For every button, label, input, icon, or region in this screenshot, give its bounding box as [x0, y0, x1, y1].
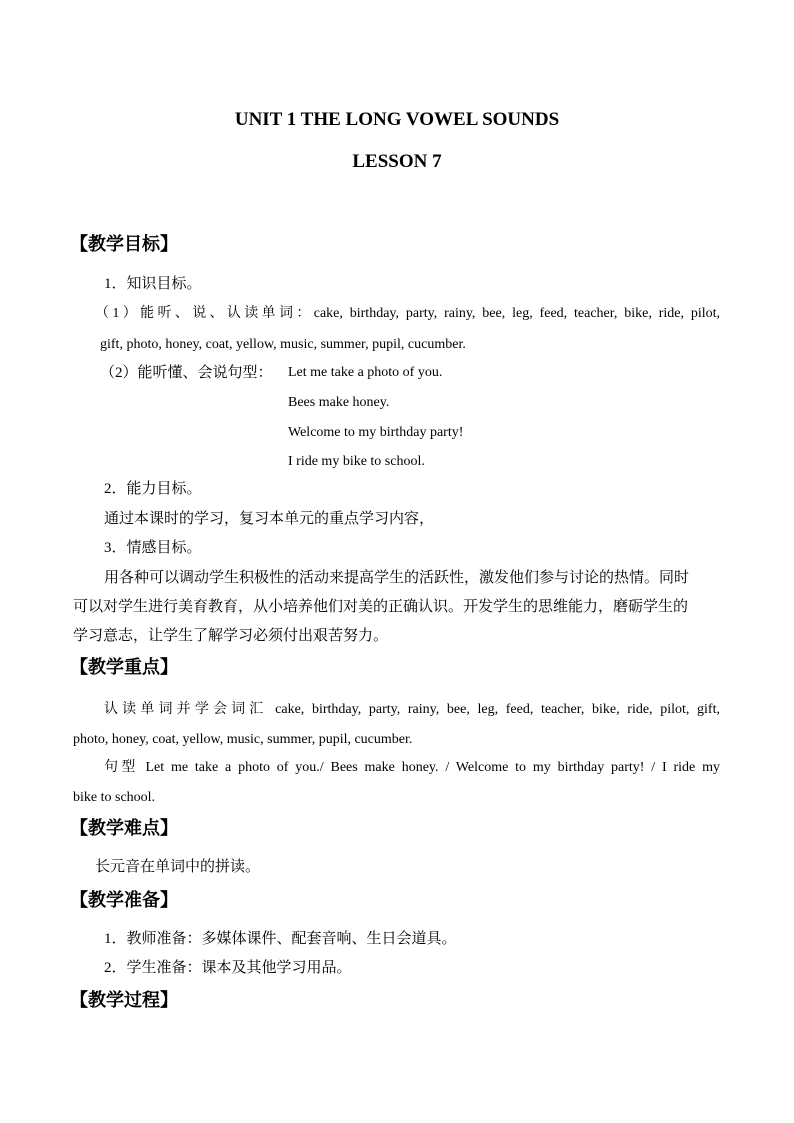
keypoints-line-3: 句型 Let me take a photo of you./ Bees make honey. / Welcome to my birthday party! / I ride my [104, 760, 720, 775]
vocab-line-1: （1）能听、说、认读单词：cake, birthday, party, rainy, bee, leg, feed, teacher, bike, ride, pilot, [95, 306, 720, 321]
sentence-1: Let me take a photo of you. [288, 365, 443, 380]
keypoints-line-4: bike to school. [73, 790, 156, 805]
keypoints-line-2: photo, honey, coat, yellow, music, summer, pupil, cucumber. [73, 732, 413, 747]
emotion-text-line-1: 用各种可以调动学生积极性的活动来提高学生的活跃性，激发他们参与讨论的热情。同时 [104, 570, 690, 586]
section-heading-objectives: 【教学目标】 [70, 234, 178, 254]
section-heading-keypoints: 【教学重点】 [70, 657, 178, 677]
objective-item-ability: 2．能力目标。 [104, 481, 202, 497]
preparation-item-student: 2．学生准备：课本及其他学习用品。 [104, 960, 352, 976]
vocab-line-2: gift, photo, honey, coat, yellow, music, summer, pupil, cucumber. [100, 337, 466, 352]
sentence-3: Welcome to my birthday party! [288, 425, 464, 440]
section-heading-difficulties: 【教学难点】 [70, 818, 178, 838]
emotion-text-line-3: 学习意志，让学生了解学习必须付出艰苦努力。 [73, 628, 389, 644]
page-title: UNIT 1 THE LONG VOWEL SOUNDS [234, 109, 560, 130]
difficulties-text: 长元音在单词中的拼读。 [95, 859, 261, 875]
section-heading-process: 【教学过程】 [70, 990, 178, 1010]
keypoints-line-1: 认读单词并学会词汇 cake, birthday, party, rainy, bee, leg, feed, teacher, bike, ride, pilot, gift, [104, 702, 720, 717]
objective-item-emotion: 3．情感目标。 [104, 540, 202, 556]
ability-text: 通过本课时的学习，复习本单元的重点学习内容， [104, 511, 435, 527]
preparation-item-teacher: 1．教师准备：多媒体课件、配套音响、生日会道具。 [104, 931, 457, 947]
objective-item-knowledge: 1．知识目标。 [104, 276, 202, 292]
sentence-pattern-label: （2）能听懂、会说句型： [100, 365, 273, 381]
emotion-text-line-2: 可以对学生进行美育教育，从小培养他们对美的正确认识。开发学生的思维能力，磨砺学生的 [73, 599, 689, 615]
sentence-2: Bees make honey. [288, 395, 390, 410]
page-subtitle: LESSON 7 [352, 151, 442, 172]
sentence-4: I ride my bike to school. [288, 454, 425, 469]
section-heading-preparation: 【教学准备】 [70, 890, 178, 910]
